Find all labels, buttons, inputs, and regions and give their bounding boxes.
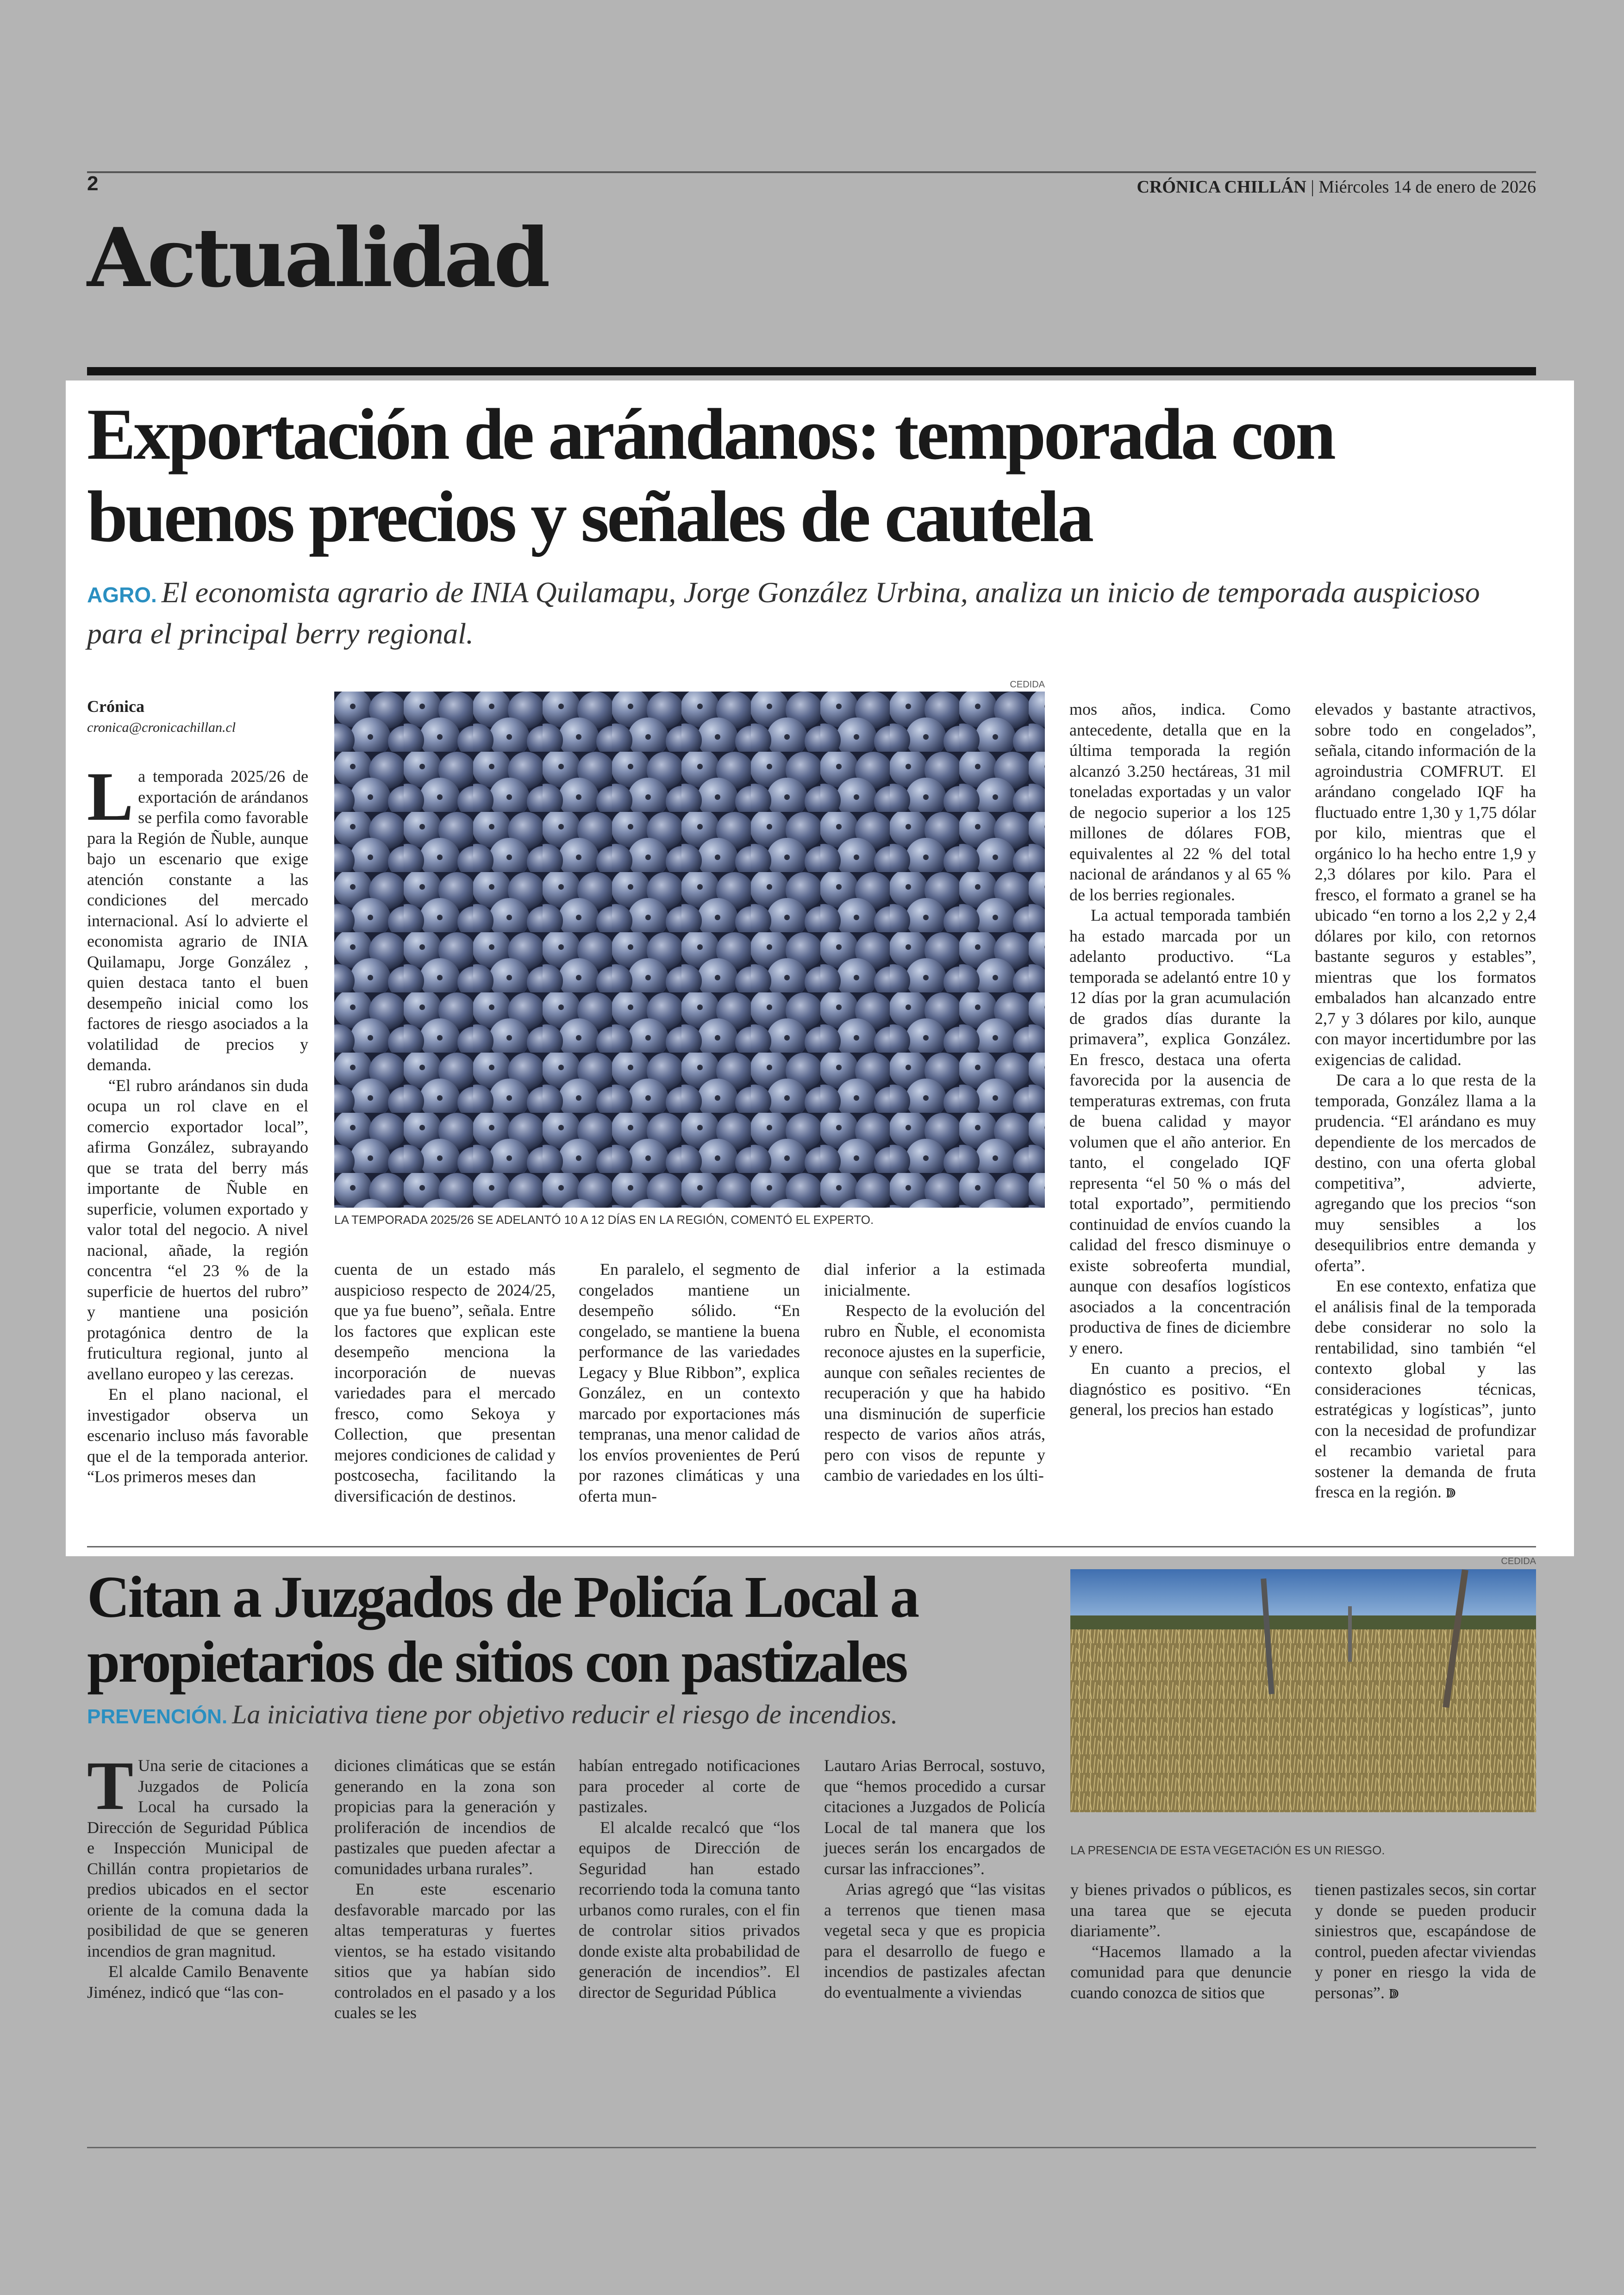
article-column-6 <box>1315 699 1536 1504</box>
paragraph: En ese contexto, enfatiza que el análisis final de la temporada debe considerar no solo la rentabilidad, sino también “el contexto global y las consideraciones técnicas, estratégicas y logísticas”, junto con la necesidad de profundizar el recambio varietal para sostener la demanda de fruta fresca en la región. ↇ <box>1315 1277 1536 1501</box>
article2-headline: Citan a Juzgados de Policía Local a propietarios de sitios con pastizales <box>87 1564 918 1695</box>
article2-column-4 <box>824 1755 1045 2002</box>
byline-email: cronica@cronicachillan.cl <box>87 720 236 735</box>
paragraph: dial inferior a la estimada inicialmente. <box>824 1260 1045 1299</box>
grass-lot-illustration <box>1070 1569 1536 1812</box>
paragraph: tienen pastizales secos, sin cortar y donde se pueden producir siniestros que, escapándose de control, pueden afectar viviendas y poner en riesgo la vida de personas”. ↇ <box>1315 1880 1536 2002</box>
kicker-text: La iniciativa tiene por objetivo reducir el riesgo de incendios. <box>232 1699 898 1729</box>
photo2-credit: CEDIDA <box>1501 1556 1536 1566</box>
paragraph: Lautaro Arias Berrocal, sostuvo, que “hemos procedido a cursar citaciones a Juzgados de Policía Local de tal manera que los jueces serán los encargados de cursar las infracciones”. <box>824 1756 1045 1878</box>
kicker-text: El economista agrario de INIA Quilamapu, Jorge González Urbina, analiza un inicio de temporada auspicioso para el principal berry regional. <box>87 576 1480 650</box>
page-number: 2 <box>87 172 99 195</box>
end-mark-icon: ↇ <box>1445 1485 1456 1501</box>
paragraph: T Una serie de citaciones a Juzgados de Policía Local ha cursado la Dirección de Seguridad Pública e Inspección Municipal de Chillán contra propietarios de predios ubicados en el sector oriente de la comuna dada la posibilidad de que se generen incendios de gran magnitud. <box>87 1747 308 1960</box>
paragraph: y bienes privados o públicos, es una tarea que se ejecuta diariamente”. <box>1070 1880 1292 1940</box>
paragraph: La actual temporada también ha estado marcada por un adelanto productivo. “La temporada se adelantó entre 10 y 12 días por la gran acumulación de grados días durante la primavera”, explica González. En fresco, destaca una oferta favorecida por la ausencia de temperaturas extremas, con fruta de buena calidad y mayor volumen que el año anterior. En tanto, el congelado IQF representa “el 50 % o más del total exportado”, permitiendo continuidad de envíos cuando la calidad del fresco disminuye o existe sobreoferta mundial, aunque con desafíos logísticos asociados a la concentración productiva de fines de diciembre y enero. <box>1069 906 1291 1357</box>
article2-kicker <box>87 1699 1059 1730</box>
header-rule <box>87 171 1536 173</box>
masthead <box>1137 177 1536 197</box>
article2-column-1 <box>87 1747 308 2002</box>
paragraph: En cuanto a precios, el diagnóstico es positivo. “En general, los precios han estado <box>1069 1359 1291 1419</box>
end-mark-icon: ↇ <box>1388 1986 1399 2002</box>
paragraph: “El rubro arándanos sin duda ocupa un rol clave en el comercio exportador local”, afirma González, subrayando que se trata del berry más importante de Ñuble en superficie, volumen exportado y valor total del negocio. A nivel nacional, añade, la región concentra “el 23 % de la superficie de huertos del rubro” y mantiene una posición protagónica dentro de la fruticultura regional, junto al avellano europeo y las cerezas. <box>87 1076 308 1383</box>
photo2-caption: LA PRESENCIA DE ESTA VEGETACIÓN ES UN RIESGO. <box>1070 1843 1385 1857</box>
paragraph: De cara a lo que resta de la temporada, González llama a la prudencia. “El arándano es muy dependiente de los mercados de destino, con una oferta global competitiva”, advierte, agregando que los precios “son muy sensibles a los desequilibrios entre demanda y oferta”. <box>1315 1071 1536 1275</box>
paragraph: En paralelo, el segmento de congelados mantiene un desempeño sólido. “En congelado, se mantiene la buena performance de las variedades Legacy y Blue Ribbon”, explica González, en un contexto marcado por exportaciones más tempranas, una menor calidad de los envíos provenientes de Perú por razones climáticas y una oferta mun- <box>579 1260 800 1505</box>
article-headline: Exportación de arándanos: temporada con buenos precios y señales de cautela <box>87 394 1334 557</box>
dropcap: T <box>87 1747 134 1824</box>
kicker-tag: PREVENCIÓN. <box>87 1705 228 1728</box>
paragraph: “Hacemos llamado a la comunidad para que denuncie cuando conozca de sitios que <box>1070 1942 1292 2002</box>
paragraph: cuenta de un estado más auspicioso respecto de 2024/25, que ya fue bueno”, señala. Entre los factores que explican este desempeño menciona la incorporación de nuevas variedades para el mercado fresco, como Sekoya y Collection, que presentan mejores condiciones de calidad y postcosecha, facilitando la diversificación de destinos. <box>334 1260 556 1505</box>
paragraph: Arias agregó que “las visitas a terrenos que tienen masa vegetal seca y que es propicia para el desarrollo de fuego e incendios de pastizales afectan do eventualmente a viviendas <box>824 1880 1045 2002</box>
paragraph: mos años, indica. Como antecedente, detalla que en la última temporada la región alcanzó 3.250 hectáreas, 31 mil toneladas exportadas y un valor de negocio superior a los 125 millones de dólares FOB, equivalentes al 22 % del total nacional de arándanos y al 65 % de los berries regionales. <box>1069 700 1291 904</box>
article-column-4 <box>824 1259 1045 1486</box>
issue-date: Miércoles 14 de enero de 2026 <box>1318 177 1536 197</box>
section-title: Actualidad <box>87 211 548 306</box>
article-column-2 <box>334 1259 556 1506</box>
paragraph: habían entregado notificaciones para proceder al corte de pastizales. <box>579 1756 800 1816</box>
paragraph: Respecto de la evolución del rubro en Ñuble, el economista reconoce ajustes en la superficie, aunque con señales recientes de recuperación y que ha habido una disminución de superficie respecto de varios años atrás, pero con visos de repunte y cambio de variedades en los últi- <box>824 1301 1045 1484</box>
article2-column-6 <box>1315 1879 1536 2004</box>
grass-lot-photo <box>1070 1569 1536 1812</box>
paragraph: La temporada 2025/26 de exportación de arándanos se perfila como favorable para la Región de Ñuble, aunque bajo un escenario que exige atención constante a las condiciones del mercado internacional. Así lo advierte el economista agrario de INIA Quilamapu, Jorge González , quien destaca tanto el buen desempeño inicial como los factores de riesgo asociados a la volatilidad de precios y demanda. <box>87 758 308 1074</box>
article2-column-5 <box>1070 1879 1292 2003</box>
blueberries-photo <box>334 692 1045 1208</box>
masthead-separator: | <box>1311 177 1314 197</box>
blueberries-illustration <box>334 692 1045 1208</box>
article2-column-2 <box>334 1755 556 2023</box>
photo-credit: CEDIDA <box>1010 680 1045 690</box>
article-column-3 <box>579 1259 800 1506</box>
dropcap: L <box>87 758 134 835</box>
paragraph: diciones climáticas que se están generando en la zona son propicias para la generación y proliferación de incendios de pastizales que pueden afectar a comunidades urbana rurales”. <box>334 1756 556 1878</box>
article-divider <box>87 1546 1536 1547</box>
article-kicker <box>87 573 1536 653</box>
paragraph: El alcalde Camilo Benavente Jiménez, indicó que “las con- <box>87 1962 308 2002</box>
paragraph: elevados y bastante atractivos, sobre todo en congelados”, señala, citando información de la agroindustria COMFRUT. El arándano congelado IQF ha fluctuado entre 1,30 y 1,75 dólar por kilo, mientras que el orgánico lo ha hecho entre 1,9 y 2,3 dólares por kilo. Para el fresco, el formato a granel se ha ubicado “en torno a los 2,2 y 2,4 dólares por kilo, con retornos bastante seguros y estables”, mientras que los formatos embalados han alcanzado entre 2,7 y 3 dólares por kilo, aunque con mayor incertidumbre por las exigencias de calidad. <box>1315 700 1536 1069</box>
section-rule <box>87 367 1536 375</box>
footer-rule <box>87 2147 1536 2148</box>
article2-column-3 <box>579 1755 800 2002</box>
paragraph: En este escenario desfavorable marcado por las altas temperaturas y fuertes vientos, se ha estado visitando sitios que ya habían sido controlados en el pasado y a los cuales se les <box>334 1880 556 2022</box>
paragraph: En el plano nacional, el investigador observa un escenario incluso más favorable que el de la temporada anterior. “Los primeros meses dan <box>87 1385 308 1486</box>
article-column-1 <box>87 758 308 1487</box>
photo-caption: LA TEMPORADA 2025/26 SE ADELANTÓ 10 A 12 DÍAS EN LA REGIÓN, COMENTÓ EL EXPERTO. <box>334 1213 874 1227</box>
kicker-tag: AGRO. <box>87 583 157 607</box>
byline-author: Crónica <box>87 697 144 716</box>
article-column-5 <box>1069 699 1291 1420</box>
paragraph: El alcalde recalcó que “los equipos de Dirección de Seguridad han estado recorriendo toda la comuna tanto urbanos como rurales, con el fin de controlar sitios privados donde existe alta probabilidad de generación de incendios”. El director de Seguridad Pública <box>579 1818 800 2002</box>
masthead-name: CRÓNICA CHILLÁN <box>1137 177 1306 197</box>
